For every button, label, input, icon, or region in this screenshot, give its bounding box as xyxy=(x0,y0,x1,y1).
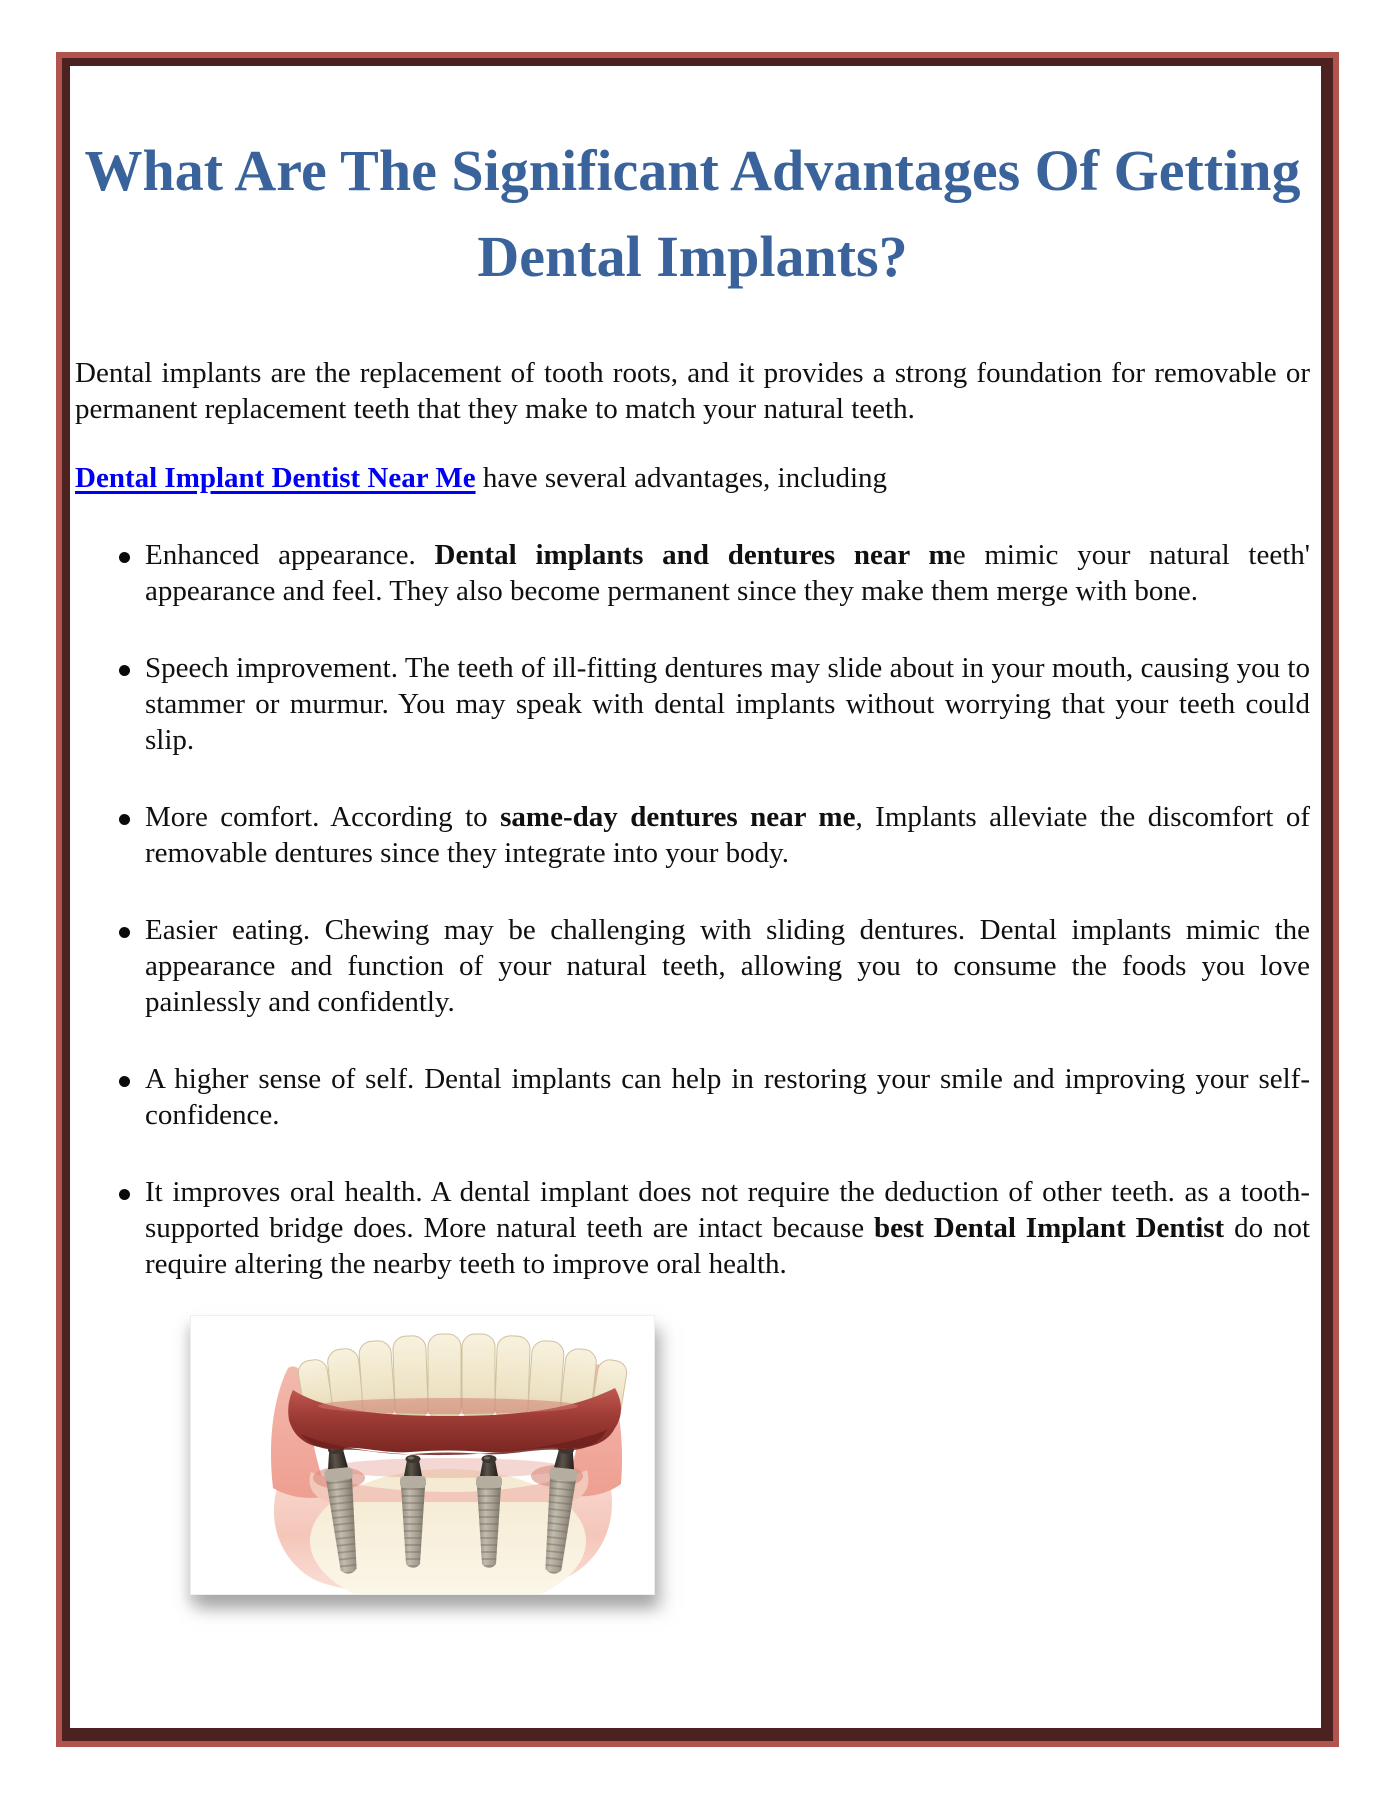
bullet-icon xyxy=(119,1076,130,1087)
list-item xyxy=(75,537,1310,609)
list-item xyxy=(75,912,1310,1020)
dental-implants-3d-illustration xyxy=(190,1315,655,1595)
page-content xyxy=(75,67,1310,1595)
list-item xyxy=(75,799,1310,871)
intro-paragraph: Dental implants are the replacement of tooth roots, and it provides a strong foundation for removable or permanent replacement teeth that they make to match your natural teeth. xyxy=(75,357,1310,425)
list-item-text: It improves oral health. A dental implant does not require the deduction of other teeth. as a tooth-supported bridge does. More natural teeth are intact because best Dental Implant Dentist do not require altering the nearby teeth to improve oral health. xyxy=(145,1176,1310,1280)
list-item xyxy=(75,650,1310,758)
list-item xyxy=(75,1174,1310,1282)
link-suffix-text: have several advantages, including xyxy=(475,462,888,494)
advantages-list xyxy=(75,537,1310,1282)
bullet-icon xyxy=(119,552,130,563)
list-item-text: Speech improvement. The teeth of ill-fitting dentures may slide about in your mouth, causing you to stammer or murmur. You may speak with dental implants without worrying that your teeth could slip. xyxy=(145,652,1310,756)
bullet-icon xyxy=(119,814,130,825)
bullet-icon xyxy=(119,1189,130,1200)
link-line xyxy=(75,460,1310,496)
bullet-icon xyxy=(119,927,130,938)
page-title: What Are The Significant Advantages Of Getting Dental Implants? xyxy=(84,138,1301,289)
list-item-text: More comfort. According to same-day dentures near me, Implants alleviate the discomfort of removable dentures since they integrate into your body. xyxy=(145,801,1310,869)
list-item-text: Enhanced appearance. Dental implants and dentures near me mimic your natural teeth' appearance and feel. They also become permanent since they make them merge with bone. xyxy=(145,539,1310,607)
bullet-icon xyxy=(119,665,130,676)
list-item-text: A higher sense of self. Dental implants can help in restoring your smile and improving your self-confidence. xyxy=(145,1063,1310,1131)
list-item xyxy=(75,1061,1310,1133)
list-item-text: Easier eating. Chewing may be challenging with sliding dentures. Dental implants mimic the appearance and function of your natural teeth, allowing you to consume the foods you love painlessly and confidently. xyxy=(145,914,1310,1018)
dental-implant-dentist-link[interactable]: Dental Implant Dentist Near Me xyxy=(75,462,476,494)
dental-implants-image-canvas xyxy=(191,1316,654,1594)
